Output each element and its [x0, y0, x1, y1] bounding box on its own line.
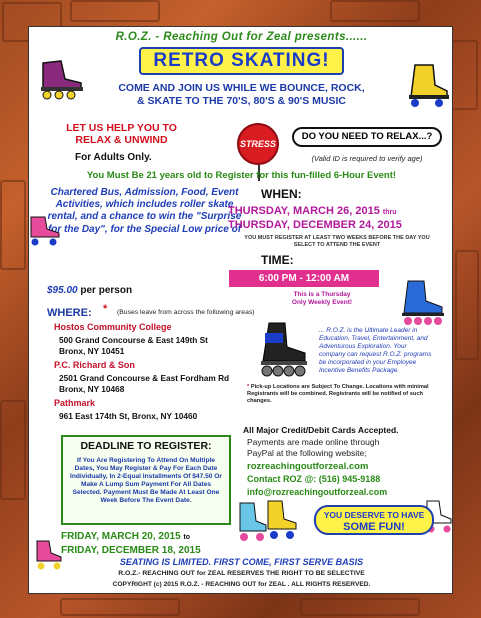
background-tile	[455, 250, 479, 360]
thursday-note: This is a Thursday Only Weekly Event!	[291, 291, 353, 306]
background-tile	[70, 0, 160, 22]
help-line-1: LET US HELP YOU TO	[66, 122, 177, 134]
venue-address	[59, 335, 208, 357]
start-date	[228, 205, 396, 217]
relax-message	[49, 122, 194, 146]
age-requirement: You Must Be 21 years old to Register for this fun-filled 6-Hour Event!	[86, 170, 397, 181]
address-line: 500 Grand Concourse & East 149th St	[59, 335, 208, 345]
event-flyer	[28, 26, 453, 594]
venue-name: Hostos Community College	[54, 322, 172, 332]
price-amount: $95.00	[47, 285, 78, 296]
deadline-box	[61, 435, 231, 525]
roller-skate-icon	[401, 61, 451, 109]
thru-label: thru	[382, 209, 397, 216]
to-label: to	[183, 534, 191, 541]
background-tile	[0, 180, 26, 270]
event-title: RETRO SKATING!	[139, 47, 344, 75]
background-tile	[0, 400, 26, 500]
pickup-star: *	[247, 384, 250, 390]
invite-line-2: & SKATE TO THE 70'S, 80'S & 90'S MUSIC	[137, 94, 346, 107]
roller-skate-icon	[25, 213, 65, 247]
pickup-text: Pick-up Locations are Subject To Change. Locations with minimal Registrants will be combined. Registrants will be notified of such changes.	[247, 384, 429, 404]
address-line: Bronx, NY 10468	[59, 384, 125, 394]
where-star: *	[103, 303, 108, 315]
venue-address	[59, 373, 229, 395]
fun-line-2: SOME FUN!	[343, 521, 405, 533]
time-label: TIME:	[261, 253, 294, 267]
time-value: 6:00 PM - 12:00 AM	[229, 270, 379, 287]
valid-id-note: (Valid ID is required to verify age)	[311, 154, 423, 163]
payment-line: Payments are made online through	[247, 437, 380, 447]
when-label: WHEN:	[261, 187, 302, 201]
deadline-date-1	[61, 531, 190, 542]
price-suffix: per person	[80, 285, 133, 296]
invite-line-1: COME AND JOIN US WHILE WE BOUNCE, ROCK,	[118, 82, 365, 94]
fun-line-1: YOU DESERVE TO HAVE	[323, 510, 425, 520]
end-date: THURSDAY, DECEMBER 24, 2015	[228, 219, 402, 231]
deadline-date-1-text: FRIDAY, MARCH 20, 2015	[61, 531, 181, 542]
website-link[interactable]: rozreachingoutforzeal.com	[247, 461, 369, 472]
invite-text	[39, 82, 444, 107]
start-date-text: THURSDAY, MARCH 26, 2015	[228, 205, 380, 217]
payment-title: All Major Credit/Debit Cards Accepted.	[243, 425, 399, 435]
background-tile	[300, 598, 420, 616]
background-tile	[60, 598, 180, 616]
deadline-text: If You Are Registering To Attend On Multiple Dates, You May Register & Pay For Each Date Individually, In 2-Equal Installments Of $47.50 Or Make A Lump Sum Payment For All Dates Selected. Payment Must Be Made At Least One Week Before The Event Date.	[70, 457, 222, 504]
inline-skate-icon	[251, 319, 311, 379]
roz-description: ... R.O.Z. is the Ultimate Leader in Education, Travel, Entertainment, and Adventurous Exploration. Your company can request R.O.Z. programs be incorporated in your Employee Incentive Benefits Package.	[319, 327, 432, 374]
offer-description: Chartered Bus, Admission, Food, Event Activities, which includes roller skate rental, and a chance to win the "Surprise for the Day", for the Special Low price of	[47, 187, 242, 235]
roller-skate-pair-icon	[234, 497, 304, 549]
inline-skate-icon	[394, 277, 450, 329]
where-note: (Buses leave from across the following areas)	[117, 309, 255, 316]
stress-sign: STRESS	[237, 123, 279, 165]
help-line-2: RELAX & UNWIND	[75, 134, 168, 146]
register-note: YOU MUST REGISTER AT LEAST TWO WEEKS BEFORE THE DAY YOU SELECT TO ATTEND THE EVENT	[244, 235, 430, 248]
seating-notice: SEATING IS LIMITED. FIRST COME, FIRST SERVE BASIS	[119, 557, 364, 567]
deadline-date-2: FRIDAY, DECEMBER 18, 2015	[61, 545, 201, 556]
payment-line: PayPal at the following website;	[247, 448, 367, 458]
venue-address	[59, 411, 197, 422]
venue-name: P.C. Richard & Son	[54, 360, 135, 370]
address-line: 2501 Grand Concourse & East Fordham Rd	[59, 373, 230, 383]
copyright-notice: COPYRIGHT (c) 2015 R.O.Z. - REACHING OUT for ZEAL . ALL RIGHTS RESERVED.	[112, 581, 371, 588]
where-label: WHERE:	[47, 307, 92, 319]
address-line: 961 East 174th St, Bronx, NY 10460	[59, 411, 198, 421]
venue-name: Pathmark	[54, 398, 96, 408]
background-tile	[330, 0, 420, 22]
address-line: Bronx, NY 10451	[59, 346, 125, 356]
presents-line: R.O.Z. - Reaching Out for Zeal presents......	[115, 31, 368, 43]
roller-skate-icon	[35, 57, 87, 101]
fun-bubble	[314, 505, 434, 535]
adults-only-label: For Adults Only.	[75, 152, 152, 163]
pickup-note	[247, 384, 442, 405]
reserve-notice: R.O.Z.- REACHING OUT for ZEAL RESERVES THE RIGHT TO BE SELECTIVE	[118, 570, 365, 577]
deadline-title: DEADLINE TO REGISTER:	[80, 440, 212, 452]
email-link[interactable]: info@rozreachingoutforzeal.com	[247, 487, 388, 497]
phone-contact: Contact ROZ @: (516) 945-9188	[247, 474, 381, 484]
price-line	[47, 285, 132, 296]
relax-question-bubble: DO YOU NEED TO RELAX...?	[292, 127, 442, 147]
